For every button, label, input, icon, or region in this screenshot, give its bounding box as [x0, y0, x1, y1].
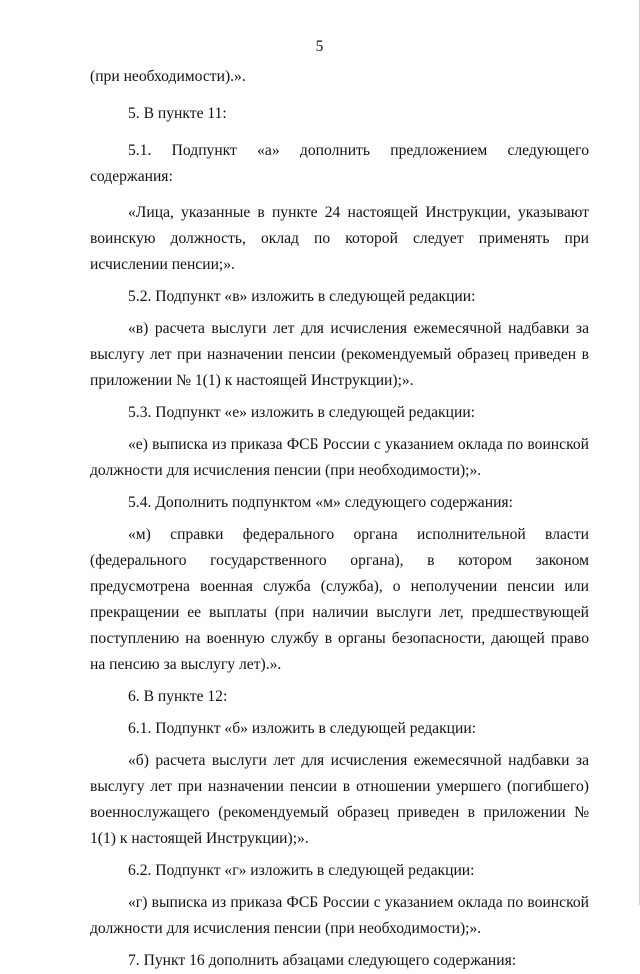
- paragraph: 5.1. Подпункт «а» дополнить предложением следующего содержания:: [90, 142, 589, 185]
- paragraph: «Лица, указанные в пункте 24 настоящей Инструкции, указывают воинскую должность, оклад по которой следует применять при исчислении пенсии;».: [90, 204, 589, 273]
- paragraph: (при необходимости).».: [90, 68, 246, 85]
- paragraph: «м) справки федерального органа исполнительной власти (федерального государственного органа), в котором законом предусмотрена военная служба (служба), о неполучении пенсии или прекращении ее выплаты (при наличии выслуги лет, предшествующей поступлению на военную службу в органы безопасности, дающей право на пенсию за выслугу лет).».: [90, 526, 589, 673]
- paragraph: «б) расчета выслуги лет для исчисления ежемесячной надбавки за выслугу лет при назначении пенсии в отношении умершего (погибшего) военнослужащего (рекомендуемый образец приведен в приложении № 1(1) к настоящей Инструкции);».: [90, 752, 589, 847]
- paragraph: «г) выписка из приказа ФСБ России с указанием оклада по воинской должности для исчисления пенсии (при необходимости);».: [90, 894, 589, 937]
- paragraph: 5.2. Подпункт «в» изложить в следующей редакции:: [128, 288, 476, 305]
- paragraph: 5.4. Дополнить подпунктом «м» следующего содержания:: [128, 494, 513, 511]
- paragraph: «е) выписка из приказа ФСБ России с указанием оклада по воинской должности для исчисления пенсии (при необходимости);».: [90, 436, 589, 479]
- paragraph: 5.3. Подпункт «е» изложить в следующей редакции:: [128, 404, 475, 421]
- paragraph: «в) расчета выслуги лет для исчисления ежемесячной надбавки за выслугу лет при назначении пенсии (рекомендуемый образец приведен в приложении № 1(1) к настоящей Инструкции);».: [90, 320, 589, 389]
- paragraph: 6. В пункте 12:: [128, 688, 228, 705]
- document-body: [90, 64, 589, 974]
- paragraph: 5. В пункте 11:: [128, 105, 227, 122]
- paragraph: 6.1. Подпункт «б» изложить в следующей редакции:: [128, 720, 477, 737]
- paragraph: 7. Пункт 16 дополнить абзацами следующего содержания:: [128, 952, 517, 969]
- paragraph: 6.2. Подпункт «г» изложить в следующей редакции:: [128, 862, 475, 879]
- page-number: 5: [315, 38, 324, 55]
